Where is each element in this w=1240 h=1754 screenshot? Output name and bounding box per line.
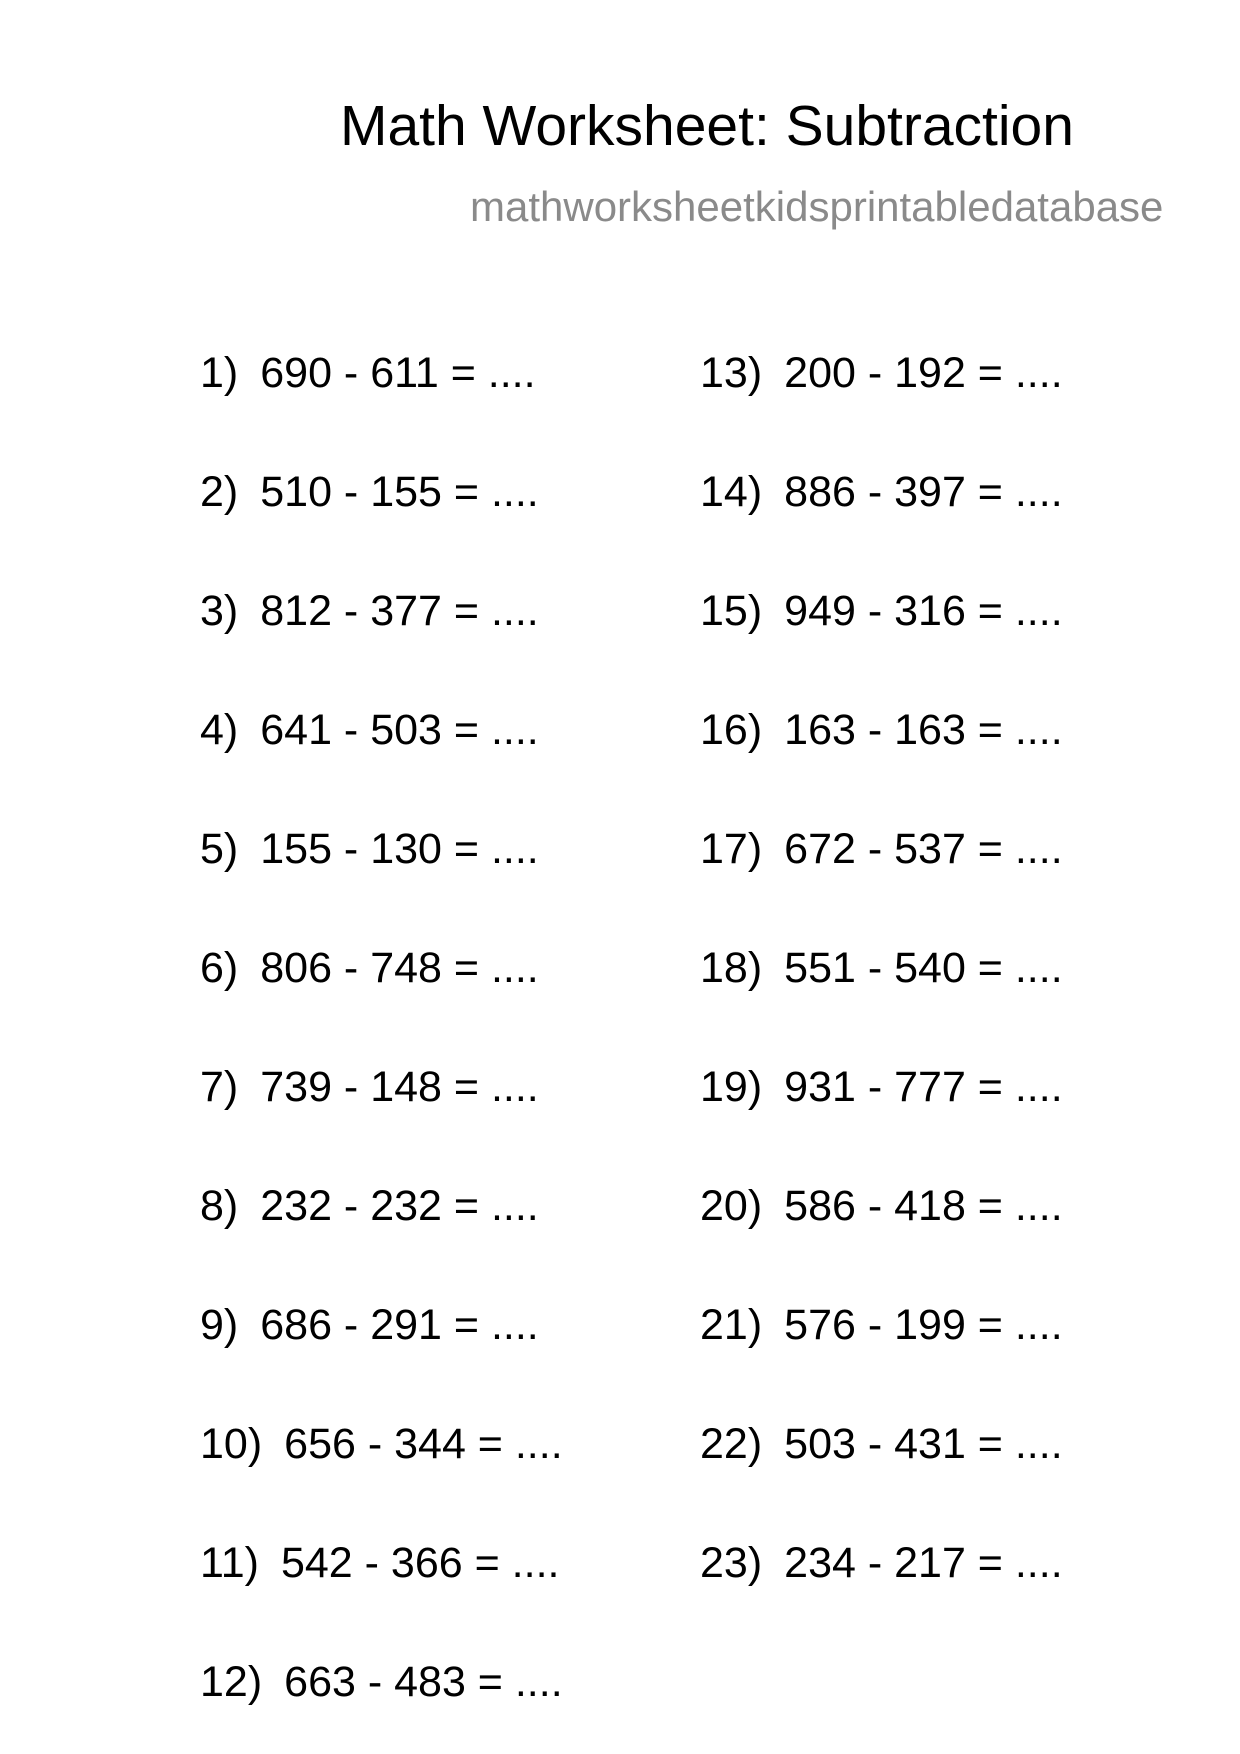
problem-item xyxy=(200,706,539,754)
problem-number: 15) xyxy=(700,587,763,635)
problem-expression: 949 - 316 = .... xyxy=(784,587,1063,635)
problem-number: 7) xyxy=(200,1063,239,1111)
problem-item xyxy=(200,944,539,992)
problem-expression: 586 - 418 = .... xyxy=(784,1182,1063,1230)
problem-number: 11) xyxy=(200,1539,259,1587)
problem-item xyxy=(200,1182,539,1230)
problem-item xyxy=(200,825,539,873)
problem-item xyxy=(700,944,1063,992)
problem-expression: 812 - 377 = .... xyxy=(260,587,539,635)
problem-number: 17) xyxy=(700,825,763,873)
problem-expression: 656 - 344 = .... xyxy=(284,1420,563,1468)
problem-item xyxy=(700,1182,1063,1230)
problem-expression: 739 - 148 = .... xyxy=(260,1063,539,1111)
problem-expression: 672 - 537 = .... xyxy=(784,825,1063,873)
problem-number: 2) xyxy=(200,468,239,516)
problem-number: 13) xyxy=(700,349,763,397)
problem-number: 1) xyxy=(200,349,239,397)
problem-number: 18) xyxy=(700,944,763,992)
problem-item xyxy=(700,1301,1063,1349)
problem-number: 20) xyxy=(700,1182,763,1230)
problem-expression: 663 - 483 = .... xyxy=(284,1658,563,1706)
problem-item xyxy=(200,1301,539,1349)
page-subtitle: mathworksheetkidsprintabledatabase xyxy=(470,183,1164,230)
problem-item xyxy=(200,1420,563,1468)
problem-number: 10) xyxy=(200,1420,263,1468)
problem-number: 22) xyxy=(700,1420,763,1468)
problem-item xyxy=(700,349,1063,397)
problem-expression: 163 - 163 = .... xyxy=(784,706,1063,754)
problem-number: 14) xyxy=(700,468,763,516)
problem-number: 12) xyxy=(200,1658,263,1706)
problem-expression: 542 - 366 = .... xyxy=(280,1539,560,1587)
problem-number: 21) xyxy=(700,1301,763,1349)
problem-expression: 886 - 397 = .... xyxy=(784,468,1063,516)
problem-item xyxy=(700,468,1063,516)
problem-expression: 686 - 291 = .... xyxy=(260,1301,539,1349)
problem-expression: 232 - 232 = .... xyxy=(260,1182,539,1230)
problem-number: 6) xyxy=(200,944,239,992)
problem-number: 23) xyxy=(700,1539,763,1587)
problem-item xyxy=(200,349,536,397)
problem-item xyxy=(200,587,539,635)
problem-item xyxy=(200,468,539,516)
problem-item xyxy=(200,1539,560,1587)
problem-item xyxy=(200,1063,539,1111)
problem-number: 4) xyxy=(200,706,239,754)
problem-number: 3) xyxy=(200,587,239,635)
problem-item xyxy=(700,1063,1063,1111)
problem-item xyxy=(200,1658,563,1706)
problem-item xyxy=(700,706,1063,754)
problem-expression: 690 - 611 = .... xyxy=(260,349,536,397)
problem-expression: 155 - 130 = .... xyxy=(260,825,539,873)
problem-expression: 551 - 540 = .... xyxy=(784,944,1063,992)
problem-expression: 510 - 155 = .... xyxy=(260,468,539,516)
problem-expression: 641 - 503 = .... xyxy=(260,706,539,754)
problem-expression: 234 - 217 = .... xyxy=(784,1539,1063,1587)
problem-number: 19) xyxy=(700,1063,763,1111)
problem-number: 5) xyxy=(200,825,239,873)
problem-item xyxy=(700,825,1063,873)
problem-item xyxy=(700,587,1063,635)
problem-number: 16) xyxy=(700,706,763,754)
problem-number: 8) xyxy=(200,1182,239,1230)
problem-number: 9) xyxy=(200,1301,239,1349)
problem-item xyxy=(700,1420,1063,1468)
problem-expression: 806 - 748 = .... xyxy=(260,944,539,992)
problem-item xyxy=(700,1539,1063,1587)
problem-expression: 503 - 431 = .... xyxy=(784,1420,1063,1468)
page-title: Math Worksheet: Subtraction xyxy=(340,94,1074,158)
problem-expression: 200 - 192 = .... xyxy=(784,349,1063,397)
problem-expression: 931 - 777 = .... xyxy=(784,1063,1063,1111)
problem-expression: 576 - 199 = .... xyxy=(784,1301,1063,1349)
